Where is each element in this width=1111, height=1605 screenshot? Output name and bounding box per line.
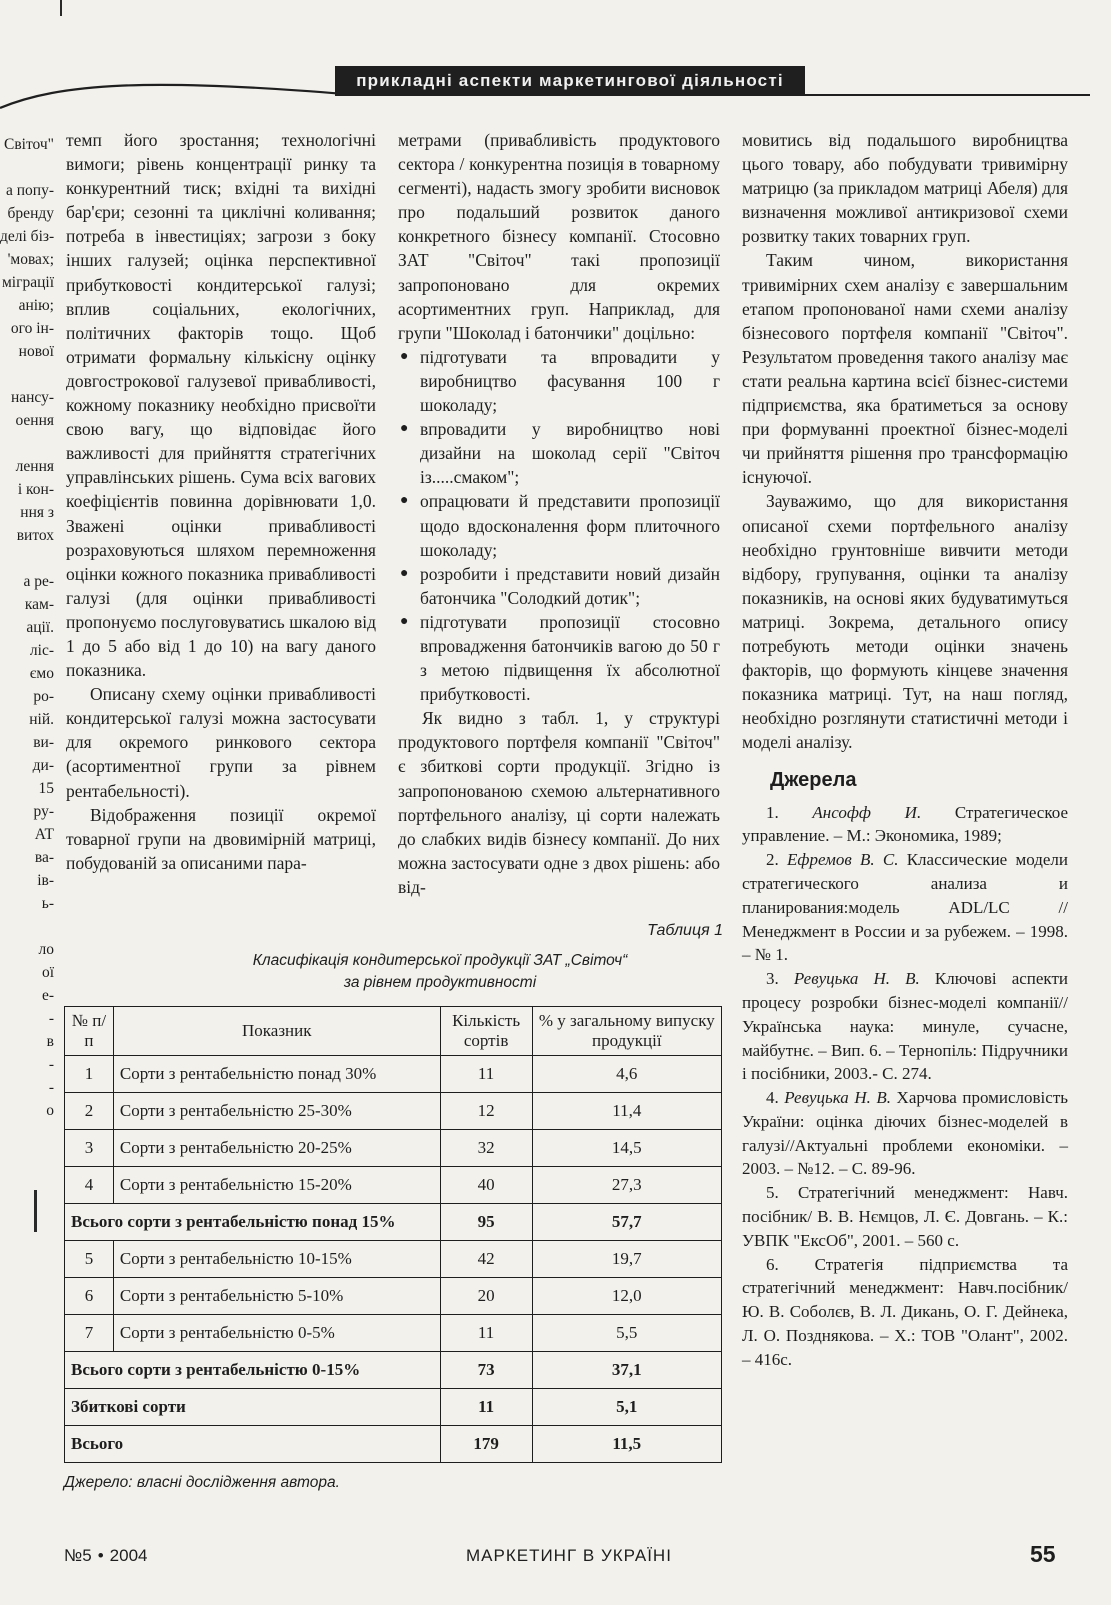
row-number: 6 <box>65 1278 114 1315</box>
cropped-text-fragment: ння з <box>20 504 54 521</box>
cropped-text-fragment: ва- <box>34 849 54 866</box>
row-number: 7 <box>65 1315 114 1352</box>
row-label: Сорти з рентабельністю 0-5% <box>113 1315 440 1352</box>
source-author: Ревуцька Н. В. <box>793 969 920 989</box>
output-share: 37,1 <box>532 1352 721 1389</box>
cropped-text-fragment: 'мовах; <box>7 251 54 268</box>
variety-count: 32 <box>440 1130 532 1167</box>
text-column-3 <box>742 128 1068 1372</box>
cropped-text-fragment: нансу- <box>10 389 54 406</box>
scan-mark <box>60 0 62 16</box>
output-share: 19,7 <box>532 1241 721 1278</box>
cropped-text-fragment <box>0 363 56 386</box>
cropped-text-fragment: о <box>46 1102 54 1119</box>
cropped-text-fragment: ого ін- <box>10 320 54 337</box>
text-column-1 <box>66 128 376 875</box>
paragraph: Описану схему оцінки привабливості кондитерської галузі можна застосувати для окремого ринкового сектора (асортиментної групи за рівнем рентабельності). <box>66 684 376 801</box>
source-entry: 4. Ревуцька Н. В. Харчова промисловість України: оцінка діючих бізнес-моделей в галузі//Актуальні проблеми економіки. – 2003. – №12. – С. 89-96. <box>742 1088 1069 1179</box>
row-label: Всього сорти з рентабельністю понад 15% <box>65 1204 441 1241</box>
cropped-text-fragment: Світоч" <box>3 136 54 153</box>
row-label: Сорти з рентабельністю 5-10% <box>113 1278 440 1315</box>
column-header: Кількість сортів <box>440 1007 532 1056</box>
column-header: % у загальному випуску продукції <box>532 1007 721 1056</box>
cropped-text-fragment: ви- <box>33 734 54 751</box>
table-row <box>65 1093 722 1130</box>
cropped-left-column <box>0 133 56 1153</box>
paragraph: метрами (привабливість продуктового сектора / конкурентна позиція в товарному сегменті), надасть змогу зробити висновок про подальший розвиток даного конкретного бізнесу компанії. Стосовно ЗАТ "Світоч" такі пропозиції запропоновано для окремих асортиментних груп. Наприклад, для групи "Шоколад і батончики" доцільно: <box>398 130 720 343</box>
header-swoosh <box>0 78 345 118</box>
separator-dot: • <box>97 1546 104 1565</box>
bullet-icon: ● <box>400 613 409 629</box>
row-label: Сорти з рентабельністю 15-20% <box>113 1167 440 1204</box>
table-row <box>65 1167 722 1204</box>
cropped-text-fragment: лення <box>15 458 54 475</box>
list-item: ● розробити і представити новий дизайн батончика "Солодкий дотик"; <box>400 563 720 608</box>
row-label: Збиткові сорти <box>65 1389 441 1426</box>
cropped-text-fragment: ру- <box>33 803 54 820</box>
cropped-text-fragment <box>0 156 56 179</box>
table-row <box>65 1278 722 1315</box>
cropped-text-fragment <box>0 432 56 455</box>
row-label: Сорти з рентабельністю 20-25% <box>113 1130 440 1167</box>
row-label: Сорти з рентабельністю 25-30% <box>113 1093 440 1130</box>
cropped-text-fragment: і кон- <box>17 481 54 498</box>
cropped-text-fragment <box>0 547 56 570</box>
row-label: Всього сорти з рентабельністю 0-15% <box>65 1352 441 1389</box>
cropped-text-fragment: АТ <box>34 826 54 843</box>
cropped-text-fragment: витох <box>16 527 54 544</box>
classification-table <box>64 1006 722 1463</box>
variety-count: 40 <box>440 1167 532 1204</box>
output-share: 11,5 <box>532 1426 721 1463</box>
output-share: 12,0 <box>532 1278 721 1315</box>
source-entry: 2. Ефремов В. С. Классические модели стратегического анализа и планирования:модель ADL/LC // Менеджмент в России и за рубежем. – 1998. – № 1. <box>742 850 1068 965</box>
variety-count: 12 <box>440 1093 532 1130</box>
paragraph: Таким чином, використання тривимірних схем аналізу є завершальним етапом пропонованої нами схеми аналізу бізнесового портфеля компанії "Світоч". Результатом проведення такого аналізу має стати реальна картина всієї бізнес-системи підприємства, яка братиметься за основу при формуванні проектної бізнес-моделі чи прийняття рішення про трансформацію існуючої. <box>742 250 1068 488</box>
row-number: 5 <box>65 1241 114 1278</box>
output-share: 11,4 <box>532 1093 721 1130</box>
variety-count: 20 <box>440 1278 532 1315</box>
row-number: 3 <box>65 1130 114 1167</box>
issue-info <box>64 1546 147 1566</box>
output-share: 5,5 <box>532 1315 721 1352</box>
table-number: Таблиця 1 <box>647 922 723 939</box>
cropped-text-fragment: міграції <box>1 274 54 291</box>
source-author: Ревуцька Н. В. <box>784 1088 892 1108</box>
bullet-icon: ● <box>400 565 409 581</box>
paragraph: мовитись від подальшого виробництва цього товару, або побудувати тривимірну матрицю (за прикладом матриці Абеля) для визначення можливої антикризової схеми розвитку таких товарних груп. <box>742 130 1068 247</box>
bullet-icon: ● <box>400 348 409 364</box>
list-item: ● впровадити у виробництво нові дизайни на шоколад серії "Світоч із.....смаком"; <box>400 419 720 488</box>
cropped-text-fragment: - <box>48 1056 54 1073</box>
bullet-list <box>398 345 720 706</box>
cropped-text-fragment: е- <box>41 987 54 1004</box>
variety-count: 11 <box>440 1315 532 1352</box>
source-author: Ефремов В. С. <box>786 850 899 870</box>
table-total-row <box>65 1389 722 1426</box>
table-row <box>65 1315 722 1352</box>
cropped-text-fragment: ь- <box>41 895 54 912</box>
cropped-text-fragment: - <box>48 1079 54 1096</box>
sources-list <box>742 801 1068 1372</box>
text-column-2 <box>398 128 720 899</box>
paragraph: Відображення позиції окремої товарної групи на двовимірній матриці, побудованій за описаними пара- <box>66 804 376 873</box>
paragraph: Як видно з табл. 1, у структурі продуктового портфеля компанії "Світоч" є збиткові сорти продукції. Згідно із запропонованою схемою альтернативного портфельного аналізу, ці сорти належать до слабких видів бізнесу компанії. До них можна застосувати одне з двох рішень: або від- <box>398 708 720 897</box>
variety-count: 179 <box>440 1426 532 1463</box>
source-entry: 5. Стратегічний менеджмент: Навч. посібник/ В. В. Нємцов, Л. Є. Довгань. – К.: УВПК "ЕксОб", 2001. – 560 с. <box>742 1183 1068 1250</box>
column-header: Показник <box>113 1007 440 1056</box>
output-share: 27,3 <box>532 1167 721 1204</box>
cropped-text-fragment: оення <box>15 412 54 429</box>
page-number: 55 <box>1030 1541 1056 1567</box>
cropped-text-fragment: а попу- <box>5 182 54 199</box>
cropped-text-fragment: анію; <box>18 297 54 314</box>
cropped-text-fragment: 15 <box>38 780 54 797</box>
output-share: 57,7 <box>532 1204 721 1241</box>
row-number: 1 <box>65 1056 114 1093</box>
row-number: 2 <box>65 1093 114 1130</box>
variety-count: 11 <box>440 1389 532 1426</box>
row-label: Сорти з рентабельністю понад 30% <box>113 1056 440 1093</box>
cropped-text-fragment: ди- <box>32 757 54 774</box>
source-entry: 6. Стратегія підприємства та стратегічний менеджмент: Навч.посібник/Ю. В. Соболєв, В. Л. Дикань, О. Г. Дейнека, Л. О. Позднякова. – Х.: ТОВ "Олант", 2002. – 416с. <box>742 1254 1068 1369</box>
table-row <box>65 1241 722 1278</box>
source-author: Ансофф И. <box>812 802 922 822</box>
output-share: 4,6 <box>532 1056 721 1093</box>
paragraph: темп його зростання; технологічні вимоги; рівень концентрації ринку та конкурентний тиск; вхідні та вихідні бар'єри; сезонні та циклічні коливання; потреба в інвестиціях; загрози з боку інших галузей; оцінка перспективної прибутковості кондитерської галузі; вплив соціальних, екологічних, політичних факторів тощо. Щоб отримати формальну кількісну оцінку довгострокової галузевої привабливості, кожному показнику необхідно присвоїти свою вагу, що відповідає його важливості для прийняття стратегічних управлінських рішень. Сума всіх вагових коефіцієнтів повинна дорівнювати 1,0. Зважені оцінки привабливості розраховуються шляхом перемноження оцінки кожного показника привабливості галузі (для оцінки привабливості пропонуємо послуговуватись шкалою від 1 до 5 або від 1 до 10) на вагу даного показника. <box>66 130 376 681</box>
row-label: Всього <box>65 1426 441 1463</box>
list-item: ● опрацювати й представити пропозиції щодо вдосконалення форм плиточного шоколаду; <box>400 491 720 560</box>
cropped-text-fragment <box>0 915 56 938</box>
list-item: ● підготувати пропозиції стосовно впровадження батончиків вагою до 50 г з метою підвищення їх абсолютної прибутковості. <box>400 611 720 705</box>
cropped-text-fragment: в <box>46 1033 54 1050</box>
cropped-text-fragment: ої <box>41 964 54 981</box>
cropped-text-fragment: ло <box>38 941 54 958</box>
output-share: 5,1 <box>532 1389 721 1426</box>
row-number: 4 <box>65 1167 114 1204</box>
cropped-text-fragment: ів- <box>37 872 54 889</box>
table-row <box>65 1130 722 1167</box>
cropped-text-fragment: - <box>48 1010 54 1027</box>
cropped-text-fragment: бренду <box>7 205 54 222</box>
cropped-text-fragment: ємо <box>29 665 54 682</box>
issue-number: №5 <box>64 1546 92 1565</box>
sources-heading: Джерела <box>770 769 857 792</box>
column-header: № п/п <box>65 1007 114 1056</box>
journal-name: МАРКЕТИНГ В УКРАЇНІ <box>466 1546 672 1565</box>
cropped-text-fragment: а ре- <box>23 573 54 590</box>
table-header-row <box>65 1007 722 1056</box>
list-item: ● підготувати та впровадити у виробництво фасування 100 г шоколаду; <box>400 346 720 416</box>
cropped-text-fragment: нової <box>18 343 54 360</box>
table-row <box>65 1056 722 1093</box>
section-header: прикладні аспекти маркетингової діяльності <box>335 66 805 96</box>
output-share: 14,5 <box>532 1130 721 1167</box>
row-label: Сорти з рентабельністю 10-15% <box>113 1241 440 1278</box>
bullet-icon: ● <box>400 493 409 509</box>
table-total-row <box>65 1426 722 1463</box>
cropped-text-fragment: ліс- <box>29 642 54 659</box>
header-rule <box>800 94 1090 96</box>
cropped-text-fragment: делі біз- <box>0 228 55 245</box>
cropped-text-fragment: ації. <box>26 619 54 636</box>
variety-count: 11 <box>440 1056 532 1093</box>
bullet-icon: ● <box>400 421 409 437</box>
variety-count: 42 <box>440 1241 532 1278</box>
table-total-row <box>65 1352 722 1389</box>
variety-count: 95 <box>440 1204 532 1241</box>
scan-mark <box>34 1190 37 1232</box>
table-total-row <box>65 1204 722 1241</box>
issue-year: 2004 <box>109 1546 148 1565</box>
source-entry: 3. Ревуцька Н. В. Ключові аспекти процесу розробки бізнес-моделі компанії// Українська наука: минуле, сучасне, майбутнє. – Вип. 6. – Тернопіль: Підручники і посібники, 2003.- С. 274. <box>742 969 1068 1084</box>
cropped-text-fragment: ро- <box>33 688 54 705</box>
variety-count: 73 <box>440 1352 532 1389</box>
cropped-text-fragment: ній. <box>29 711 54 728</box>
source-entry: 1. Ансофф И. Стратегическое управление. – М.: Экономика, 1989; <box>742 802 1068 846</box>
cropped-text-fragment: кам- <box>24 596 54 613</box>
paragraph: Зауважимо, що для використання описаної схеми портфельного аналізу необхідно грунтовніше вивчити методи відбору, групування, оцінки та аналізу показників, на основі яких будуватимуться матриці. Зокрема, детального опису потребують методи оцінки значень факторів, що формують кінцеве значення показника матриці. Тут, на наш погляд, необхідно розглянути статистичні методи і моделі аналізу. <box>742 491 1068 753</box>
table-title: Класифікація кондитерської продукції ЗАТ „Світоч“ за рівнем продуктивності <box>252 952 628 991</box>
table-source-note: Джерело: власні дослідження автора. <box>64 1474 340 1491</box>
